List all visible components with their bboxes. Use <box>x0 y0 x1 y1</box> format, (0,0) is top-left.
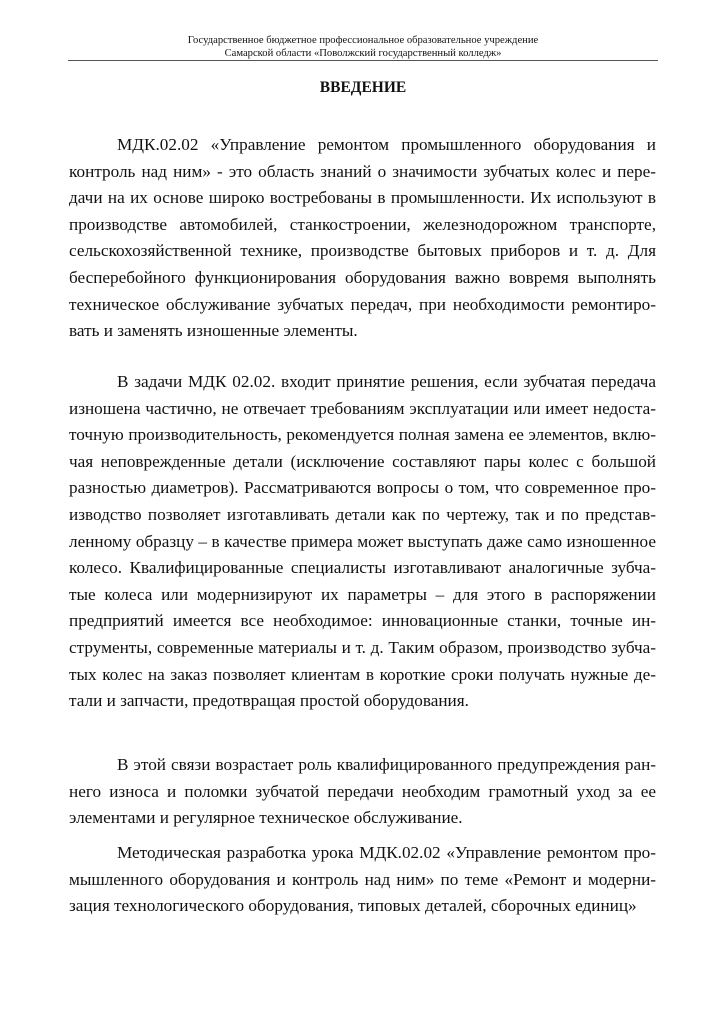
text-line: тые колеса или модернизируют их параметры – для этого в распоряжении <box>69 584 656 604</box>
text-line: сельскохозяйственной технике, производстве бытовых приборов и т. д. Для <box>69 241 656 261</box>
text-line: В этой связи возрастает роль квалифицированного предупреждения ран- <box>117 755 656 774</box>
text-line: элементами и регулярное техническое обслуживание. <box>69 808 463 828</box>
text-line: МДК.02.02 «Управление ремонтом промышленного оборудования и <box>117 135 656 154</box>
text-line: точную производительность, рекомендуется полная замена ее элементов, вклю- <box>69 425 656 445</box>
text-line: производстве автомобилей, станкостроении, железнодорожном транспорте, <box>69 214 656 234</box>
text-line: колесо. Квалифицированные специалисты изготавливают аналогичные зубча- <box>69 558 656 578</box>
text-line: ленному образцу – в качестве примера может выступать даже само изношенное <box>69 531 656 551</box>
text-line: тали и запчасти, предотвращая простой оборудования. <box>69 691 469 711</box>
text-line: контроль над ним» - это область знаний о значимости зубчатых колес и пере- <box>69 161 656 181</box>
text-line: чая неповрежденные детали (исключение составляют пары колес с большой <box>69 451 656 471</box>
text-line: изводство позволяет изготавливать детали как по чертежу, так и по представ- <box>69 504 656 524</box>
page-header <box>68 34 658 60</box>
text-line: Методическая разработка урока МДК.02.02 «Управление ремонтом про- <box>117 843 656 862</box>
paragraph-tasks <box>69 369 656 715</box>
text-line: вать и заменять изношенные элементы. <box>69 321 358 341</box>
text-line: техническое обслуживание зубчатых передач, при необходимости ремонтиро- <box>69 294 656 314</box>
paragraph-prevention <box>69 752 656 832</box>
text-line: В задачи МДК 02.02. входит принятие решения, если зубчатая передача <box>117 372 656 391</box>
text-line: струменты, современные материалы и т. д. Таким образом, производство зубча- <box>69 637 656 657</box>
header-region-line: Самарской области «Поволжский государственный колледж» <box>224 48 502 59</box>
text-line: бесперебойного функционирования оборудования важно вовремя выполнять <box>69 267 656 287</box>
text-line: тых колес на заказ позволяет клиентам в короткие сроки получать нужные де- <box>69 664 656 684</box>
section-title: ВВЕДЕНИЕ <box>319 79 407 96</box>
header-divider <box>68 60 658 61</box>
text-line: дачи на их основе широко востребованы в промышленности. Их используют в <box>69 188 656 208</box>
text-line: него износа и поломки зубчатой передачи необходим грамотный уход за ее <box>69 781 656 801</box>
text-line: мышленного оборудования и контроль над ним» по теме «Ремонт и модерни- <box>69 869 656 889</box>
paragraph-methodology <box>69 840 656 920</box>
text-line: предприятий имеется все необходимое: инновационные станки, точные ин- <box>69 611 656 631</box>
text-line: разностью диаметров). Рассматриваются вопросы о том, что современное про- <box>69 478 656 498</box>
text-line: изношена частично, не отвечает требованиям эксплуатации или имеет недоста- <box>69 398 656 418</box>
paragraph-intro <box>69 132 656 345</box>
header-institution-line: Государственное бюджетное профессиональное образовательное учреждение <box>187 35 539 46</box>
text-line: зация технологического оборудования, типовых деталей, сборочных единиц» <box>69 896 637 916</box>
